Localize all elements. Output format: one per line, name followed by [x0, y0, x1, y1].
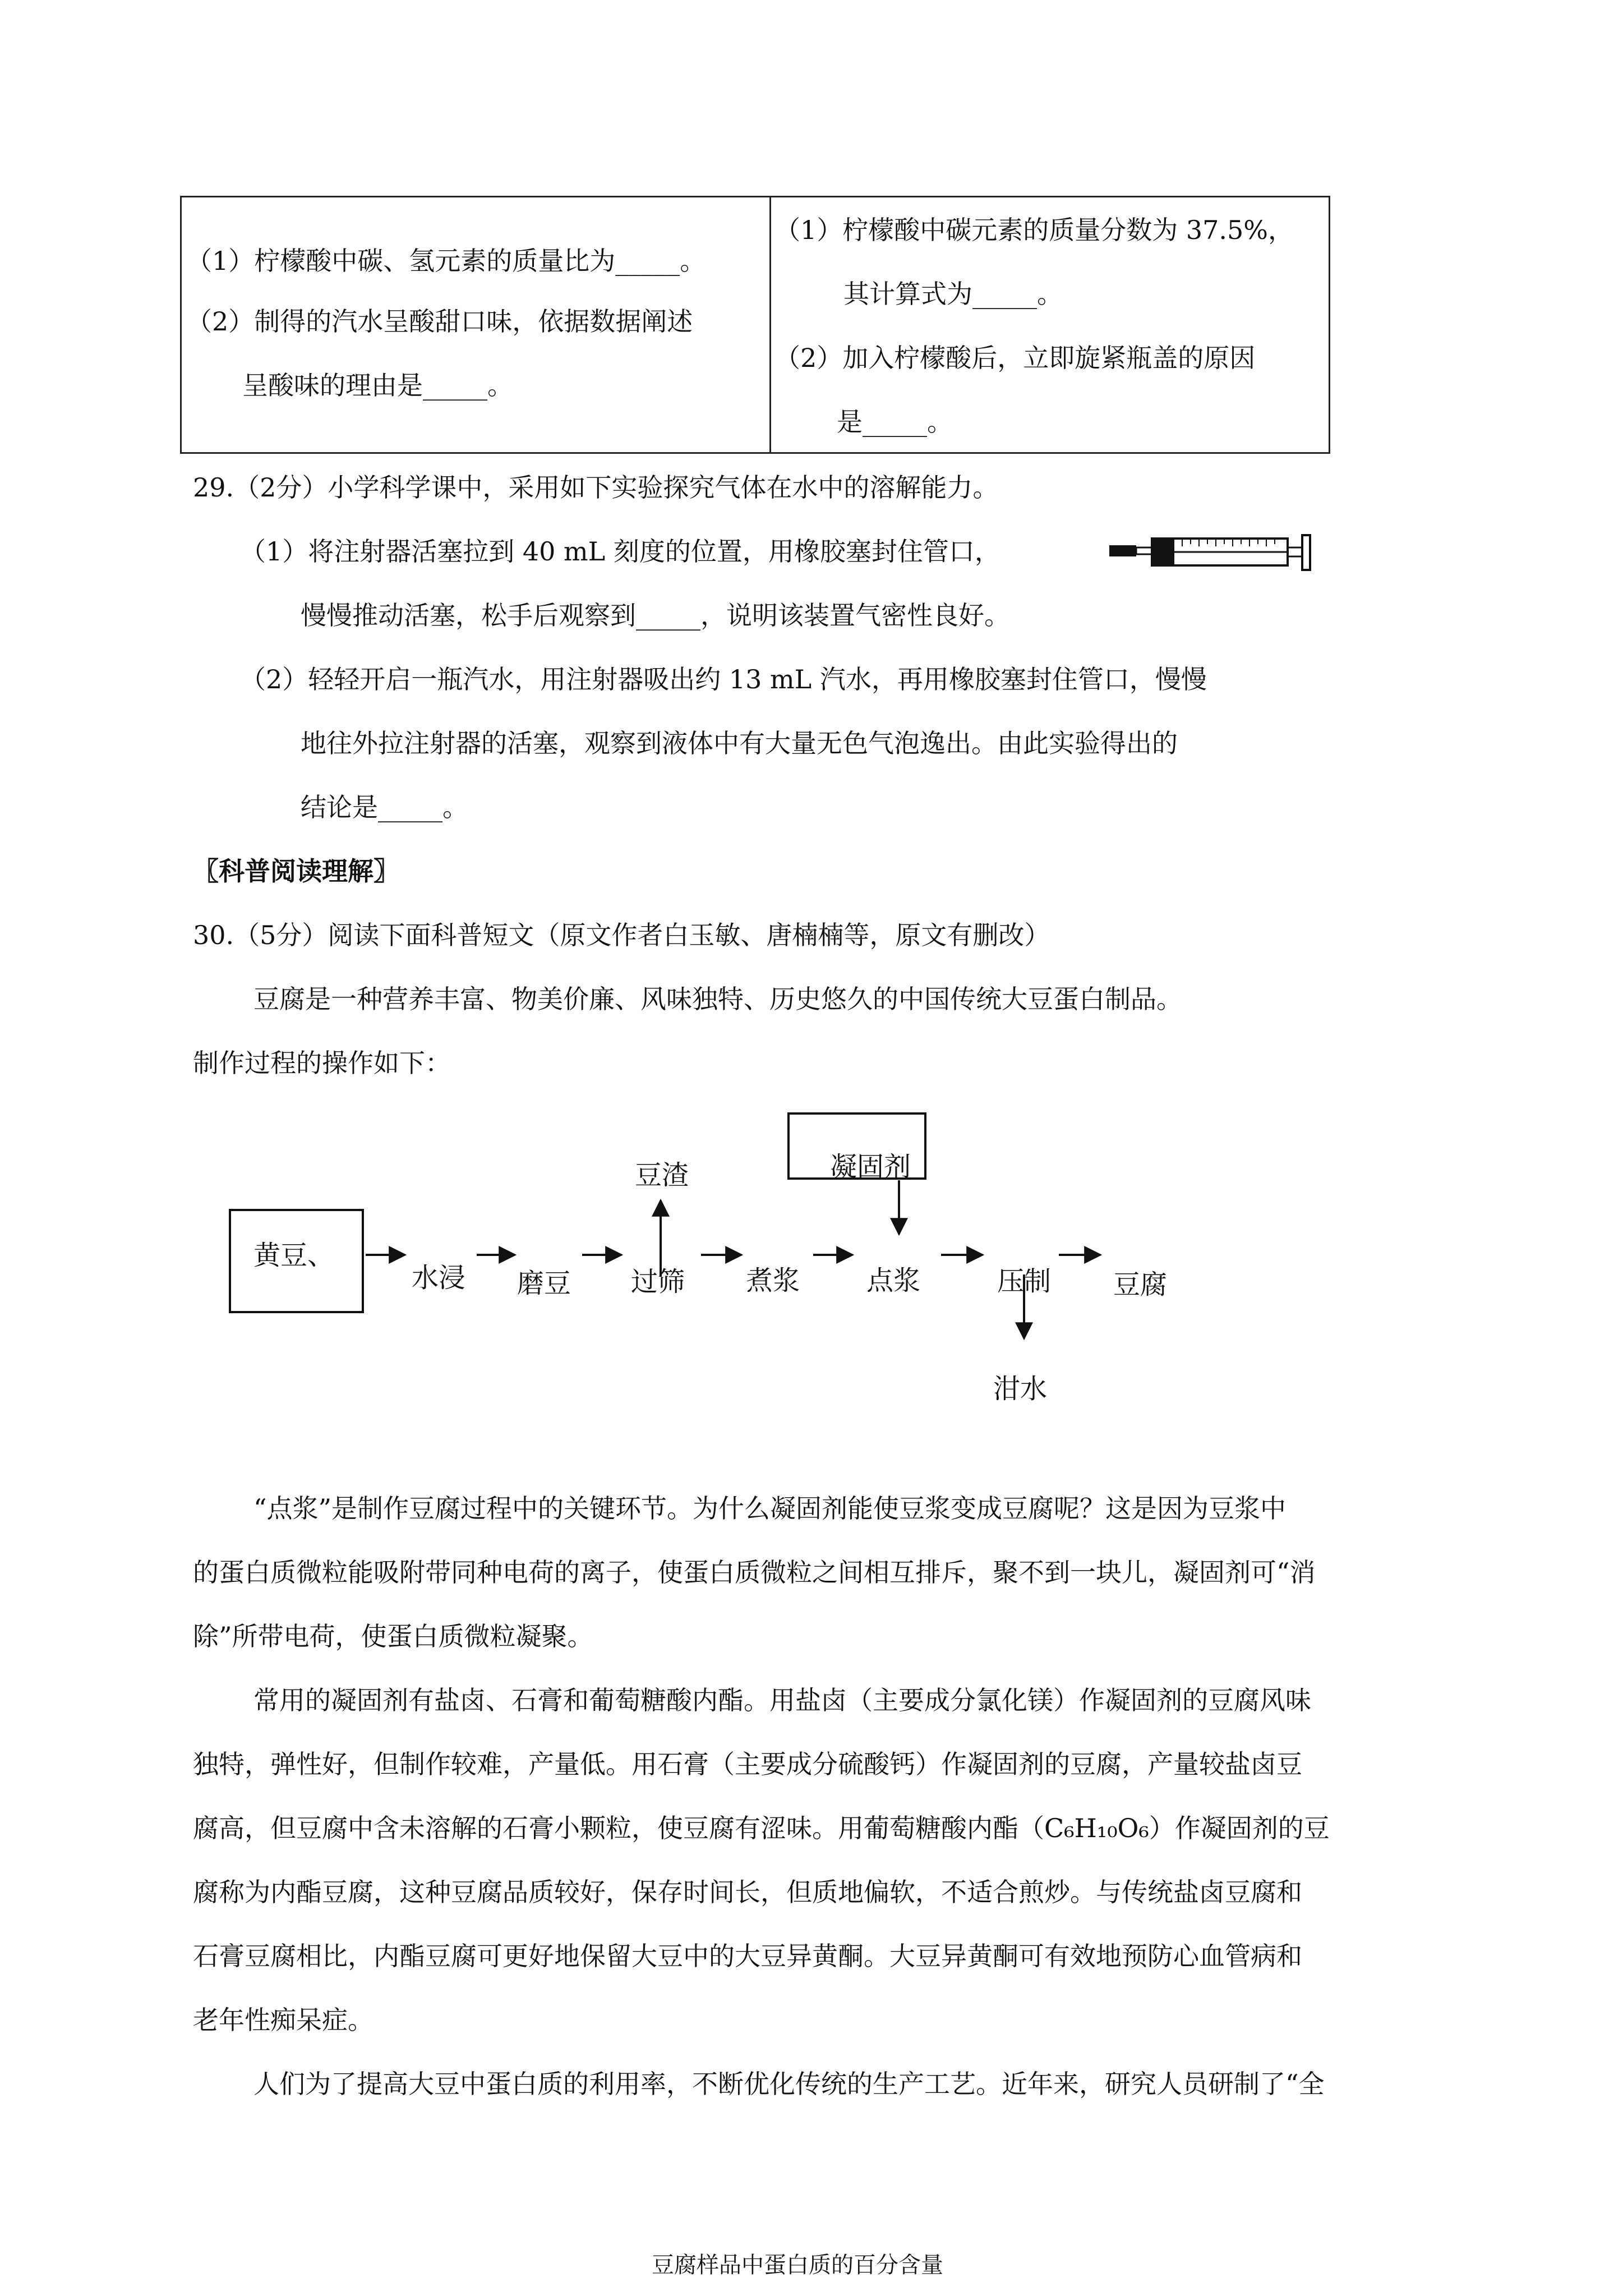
bottom-caption: 豆腐样品中蛋白质的百分含量	[652, 2252, 943, 2278]
para2-line5: 石膏豆腐相比，内酯豆腐可更好地保留大豆中的大豆异黄酮。大豆异黄酮可有效地预防心血管病和	[193, 1941, 1302, 1971]
flow-step-filter: 过筛	[631, 1266, 685, 1297]
flow-step-press: 压制	[997, 1266, 1052, 1297]
para3-line1: 人们为了提高大豆中蛋白质的利用率，不断优化传统的生产工艺。近年来，研究人员研制了“全	[253, 2069, 1325, 2099]
flow-coagulant-label: 凝固剂	[830, 1151, 911, 1182]
q29-title: 29.（2分）小学科学课中，采用如下实验探究气体在水中的溶解能力。	[193, 472, 999, 503]
flow-step-soak: 水浸	[412, 1262, 466, 1294]
flow-byproduct-ganshui: 泔水	[993, 1373, 1048, 1405]
flow-output-tofu: 豆腐	[1113, 1269, 1168, 1300]
para2-line1: 常用的凝固剂有盐卤、石膏和葡萄糖酸内酯。用盐卤（主要成分氯化镁）作凝固剂的豆腐风味	[253, 1685, 1311, 1715]
table-left-line-1: （1）柠檬酸中碳、氢元素的质量比为_____。	[186, 246, 706, 276]
table-right-line-1: （1）柠檬酸中碳元素的质量分数为 37.5%，	[774, 215, 1294, 245]
table-left-line-2: （2）制得的汽水呈酸甜口味，依据数据阐述	[186, 306, 693, 337]
para2-line4: 腐称为内酯豆腐，这种豆腐品质较好，保存时间长，但质地偏软，不适合煎炒。与传统盐卤豆腐和	[193, 1877, 1302, 1907]
table-right-line-2: 其计算式为_____。	[843, 279, 1063, 309]
para1-line1: “点浆”是制作豆腐过程中的关键环节。为什么凝固剂能使豆浆变成豆腐呢？这是因为豆浆中	[253, 1493, 1287, 1524]
q30-intro-line1: 豆腐是一种营养丰富、物美价廉、风味独特、历史悠久的中国传统大豆蛋白制品。	[253, 984, 1182, 1014]
para1-line2: 的蛋白质微粒能吸附带同种电荷的离子，使蛋白质微粒之间相互排斥，聚不到一块儿，凝固剂可“消	[193, 1557, 1316, 1588]
q29-part1-line2: 慢慢推动活塞，松手后观察到_____，说明该装置气密性良好。	[301, 600, 1010, 631]
table-left-line-3: 呈酸味的理由是_____。	[242, 370, 513, 401]
flow-byproduct-douzha: 豆渣	[635, 1159, 689, 1191]
section-heading: 〖科普阅读理解〗	[193, 856, 399, 886]
q29-part2-line1: （2）轻轻开启一瓶汽水，用注射器吸出约 13 mL 汽水，再用橡胶塞封住管口，慢慢	[240, 664, 1207, 694]
flow-step-coagulate: 点浆	[866, 1265, 921, 1296]
q30-intro-line2: 制作过程的操作如下：	[193, 1048, 451, 1078]
flow-step-grind: 磨豆	[517, 1268, 571, 1299]
para2-line6: 老年性痴呆症。	[193, 2005, 374, 2035]
flow-start-label: 黄豆、	[253, 1240, 335, 1271]
q30-title: 30.（5分）阅读下面科普短文（原文作者白玉敏、唐楠楠等，原文有删改）	[193, 920, 1050, 950]
q29-part2-line3: 结论是_____。	[301, 792, 468, 822]
table-right-line-3: （2）加入柠檬酸后，立即旋紧瓶盖的原因	[774, 343, 1256, 373]
table-right-line-4: 是_____。	[837, 407, 953, 437]
q29-part2-line2: 地往外拉注射器的活塞，观察到液体中有大量无色气泡逸出。由此实验得出的	[301, 728, 1178, 758]
para2-line3: 腐高，但豆腐中含未溶解的石膏小颗粒，使豆腐有涩味。用葡萄糖酸内酯（C₆H₁₀O₆）作凝固剂的豆	[193, 1813, 1330, 1843]
para1-line3: 除”所带电荷，使蛋白质微粒凝聚。	[193, 1621, 593, 1651]
para2-line2: 独特，弹性好，但制作较难，产量低。用石膏（主要成分硫酸钙）作凝固剂的豆腐，产量较盐卤豆	[193, 1749, 1302, 1779]
q29-part1-line1: （1）将注射器活塞拉到 40 mL 刻度的位置，用橡胶塞封住管口，	[240, 536, 1000, 567]
flow-step-boil: 煮浆	[746, 1265, 800, 1296]
